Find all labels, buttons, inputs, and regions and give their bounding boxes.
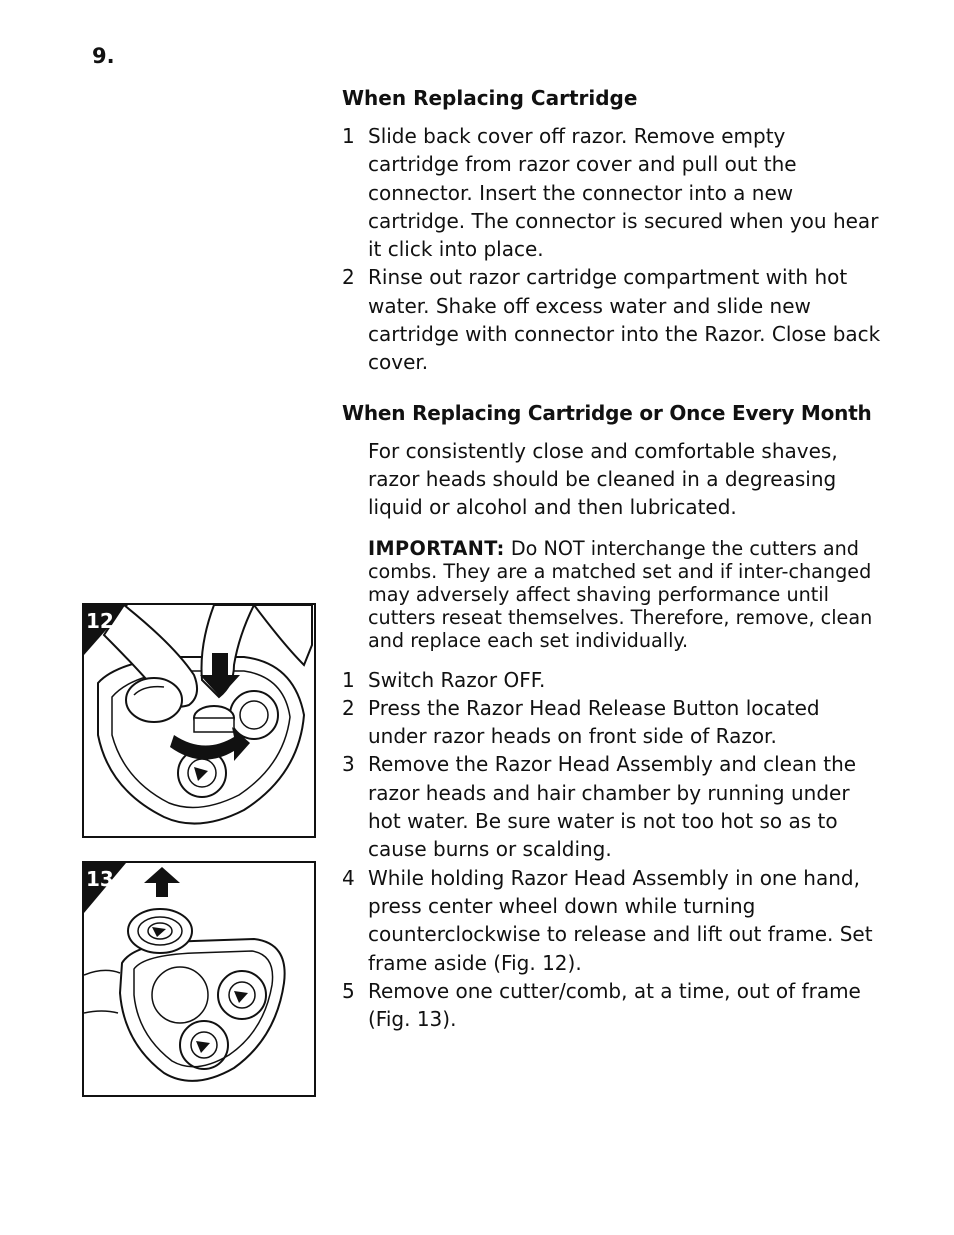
step-text: Slide back cover off razor. Remove empty cartridge from razor cover and pull out the connector. Insert the connector into a new cartridge. The connector is secured when you hear it click into place. <box>368 124 879 262</box>
important-note <box>342 537 882 652</box>
figure-label-13: 13 <box>86 867 114 891</box>
step-number: 2 <box>342 695 355 720</box>
important-label: IMPORTANT: <box>368 536 505 560</box>
step-number: 3 <box>342 752 355 777</box>
list-item <box>342 750 882 863</box>
step-number: 2 <box>342 265 355 290</box>
section-heading-monthly-cleaning: When Replacing Cartridge or Once Every Month <box>342 400 872 425</box>
section-heading-replacing-cartridge: When Replacing Cartridge <box>342 86 638 110</box>
content-column <box>342 84 882 1033</box>
step-text: Press the Razor Head Release Button located under razor heads on front side of Razor. <box>368 695 820 749</box>
intro-paragraph: For consistently close and comfortable shaves, razor heads should be cleaned in a degreasing liquid or alcohol and then lubricated. <box>368 438 838 520</box>
figure-label-12: 12 <box>86 609 114 633</box>
list-item <box>342 122 882 263</box>
step-text: Switch Razor OFF. <box>368 667 546 692</box>
razor-head-release-illustration <box>84 605 314 836</box>
step-number: 5 <box>342 978 355 1003</box>
cutter-removal-illustration <box>84 863 314 1095</box>
list-item <box>342 694 882 751</box>
cartridge-steps-list <box>342 122 882 377</box>
step-number: 4 <box>342 865 355 890</box>
step-text: Remove the Razor Head Assembly and clean the razor heads and hair chamber by running under hot water. Be sure water is not too hot so as to cause burns or scalding. <box>368 752 857 862</box>
step-number: 1 <box>342 667 355 692</box>
step-number: 1 <box>342 124 355 148</box>
page-number: 9. <box>92 44 115 68</box>
list-item <box>342 977 882 1034</box>
step-text: Remove one cutter/comb, at a time, out of frame (Fig. 13). <box>368 978 861 1032</box>
list-item <box>342 666 882 694</box>
important-text: Do NOT interchange the cutters and combs. They are a matched set and if inter-changed may adversely affect shaving performance until cutters reseat themselves. Therefore, remove, clean and replace each set individually. <box>368 536 873 652</box>
figure-13 <box>82 861 316 1097</box>
figure-12 <box>82 603 316 838</box>
list-item <box>342 263 882 376</box>
step-text: While holding Razor Head Assembly in one hand, press center wheel down while turning counterclockwise to release and lift out frame. Set frame aside (Fig. 12). <box>368 865 873 975</box>
list-item <box>342 864 882 977</box>
step-text: Rinse out razor cartridge compartment with hot water. Shake off excess water and slide new cartridge with connector into the Razor. Close back cover. <box>368 265 881 375</box>
cleaning-steps-list <box>342 666 882 1034</box>
